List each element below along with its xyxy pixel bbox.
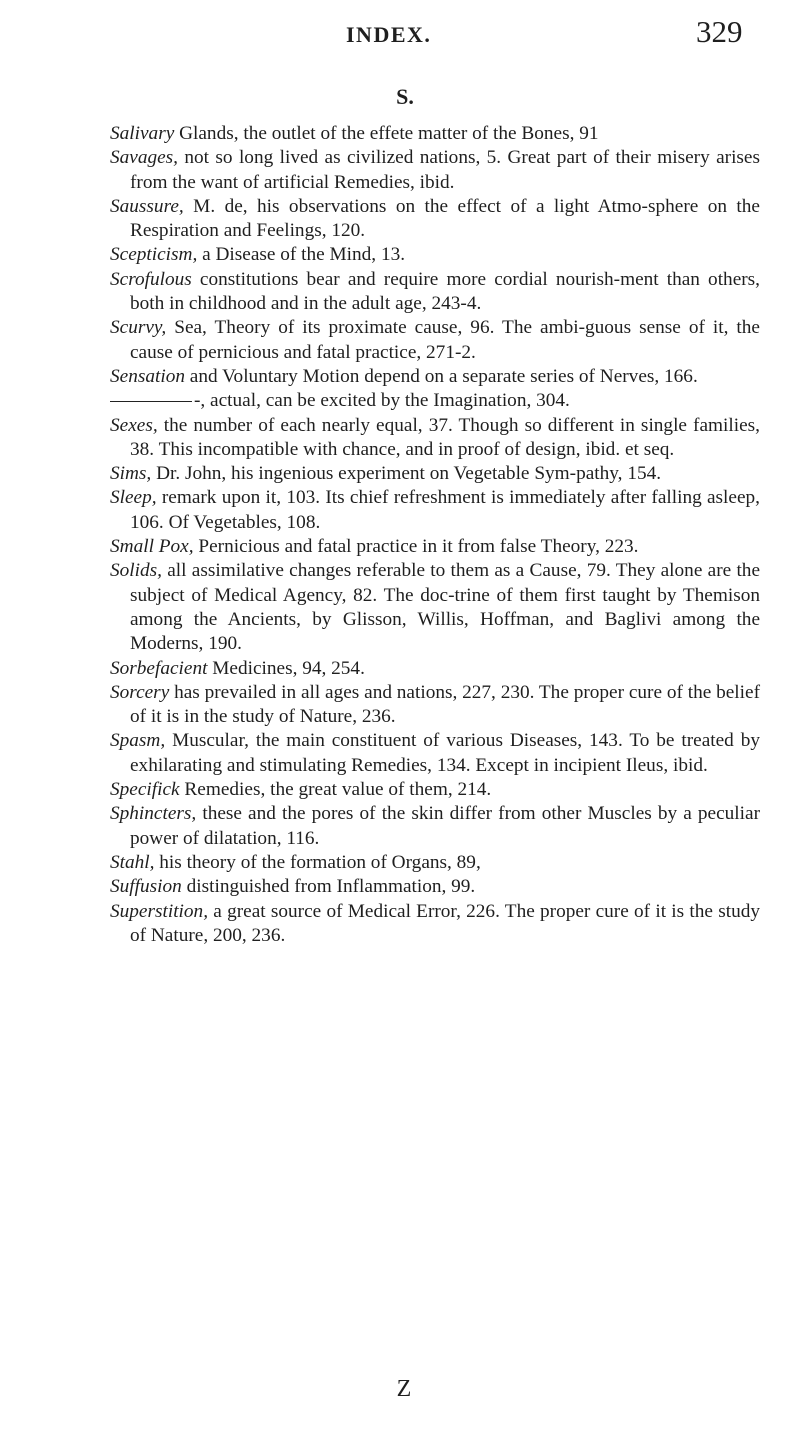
running-head: INDEX. [346, 22, 432, 47]
entry-headword: Scurvy, [110, 317, 167, 339]
index-entry [110, 268, 760, 317]
entry-headword: Saussure, [110, 195, 184, 217]
index-entry [110, 778, 760, 802]
entry-text: Pernicious and fatal practice in it from false Theory, 223. [193, 536, 639, 558]
entry-text: Muscular, the main constituent of various Diseases, 143. To be treated by exhilarating and stimulating Remedies, 134. Except in incipient Ileus, ibid. [130, 730, 760, 776]
index-entry [110, 122, 760, 146]
index-entry [110, 462, 760, 486]
entry-text: the number of each nearly equal, 37. Though so different in single families, 38. This incompatible with chance, and in proof of design, ibid. et seq. [130, 414, 760, 460]
page-number: 329 [696, 14, 743, 49]
entry-headword: Sexes, [110, 414, 158, 436]
index-entry [110, 389, 760, 413]
entry-text: Remedies, the great value of them, 214. [179, 779, 492, 801]
page-header [0, 8, 800, 68]
index-entry [110, 559, 760, 656]
entry-headword: Superstition, [110, 900, 209, 922]
index-entry [110, 146, 760, 195]
index-entry [110, 729, 760, 778]
entry-text: remark upon it, 103. Its chief refreshment is immediately after falling asleep, 106. Of Vegetables, 108. [130, 487, 760, 533]
entry-headword: Sensation [110, 365, 185, 387]
entry-text: these and the pores of the skin differ from other Muscles by a peculiar power of dilatation, 116. [130, 803, 760, 849]
entry-headword: Sorbefacient [110, 657, 208, 679]
catchword: Z [396, 1376, 412, 1402]
entry-headword: Sphincters, [110, 803, 197, 825]
index-entry [110, 681, 760, 730]
entry-headword: Small Pox, [110, 536, 194, 558]
index-entry [110, 900, 760, 949]
entry-headword: Sorcery [110, 681, 170, 703]
index-entry [110, 316, 760, 365]
entry-text: Dr. John, his ingenious experiment on Vegetable Sym-pathy, 154. [151, 463, 662, 485]
entry-text: -, actual, can be excited by the Imagination, 304. [194, 390, 570, 412]
entry-headword: Suffusion [110, 876, 182, 898]
entry-text: Medicines, 94, 254. [207, 657, 365, 679]
entry-headword: Sims, [110, 463, 152, 485]
entry-text: M. de, his observations on the effect of a light Atmo-sphere on the Respiration and Feelings, 120. [130, 195, 760, 242]
index-entry [110, 851, 760, 875]
entry-text: all assimilative changes referable to them as a Cause, 79. They alone are the subject of Medical Agency, 82. The doc-trine of them first taught by Themison among the Ancients, by Glisson, Willis, Hoffman, and Baglivi among the Moderns, 190. [130, 560, 760, 655]
entry-text: a Disease of the Mind, 13. [197, 244, 406, 266]
index-entry [110, 802, 760, 851]
entry-headword: Specifick [110, 779, 180, 801]
index-entry [110, 243, 760, 267]
entry-text: and Voluntary Motion depend on a separate series of Nerves, 166. [184, 365, 698, 387]
index-entry [110, 365, 760, 389]
entry-headword: Solids, [110, 560, 162, 582]
index-entry [110, 657, 760, 681]
entry-headword: Scepticism, [110, 244, 198, 266]
entry-headword: Stahl, [110, 851, 155, 873]
index-entry [110, 486, 760, 535]
index-entry [110, 195, 760, 244]
index-entries [110, 122, 760, 948]
entry-headword: Savages, [110, 147, 179, 169]
entry-headword: Sleep, [110, 487, 157, 509]
entry-text: a great source of Medical Error, 226. The proper cure of it is the study of Nature, 200, 236. [130, 900, 760, 946]
entry-text: Sea, Theory of its proximate cause, 96. The ambi-guous sense of it, the cause of pernicious and fatal practice, 271-2. [130, 317, 760, 363]
entry-headword: Spasm, [110, 730, 166, 752]
entry-text: constitutions bear and require more cordial nourish-ment than others, both in childhood and in the adult age, 243-4. [130, 268, 760, 315]
section-letter: S. [396, 84, 414, 109]
entry-headword: Scrofulous [110, 268, 192, 290]
entry-headword: Salivary [110, 123, 175, 144]
entry-text: his theory of the formation of Organs, 89, [154, 851, 481, 873]
index-entry [110, 414, 760, 463]
index-entry [110, 875, 760, 899]
entry-text: not so long lived as civilized nations, 5. Great part of their misery arises from the want of artificial Remedies, ibid. [130, 147, 760, 193]
entry-text: has prevailed in all ages and nations, 227, 230. The proper cure of the belief of it is in the study of Nature, 236. [130, 681, 760, 728]
entry-text: Glands, the outlet of the effete matter of the Bones, 91 [174, 123, 599, 144]
index-entry [110, 535, 760, 559]
entry-text: distinguished from Inflammation, 99. [181, 876, 476, 898]
ditto-dash [110, 401, 192, 402]
